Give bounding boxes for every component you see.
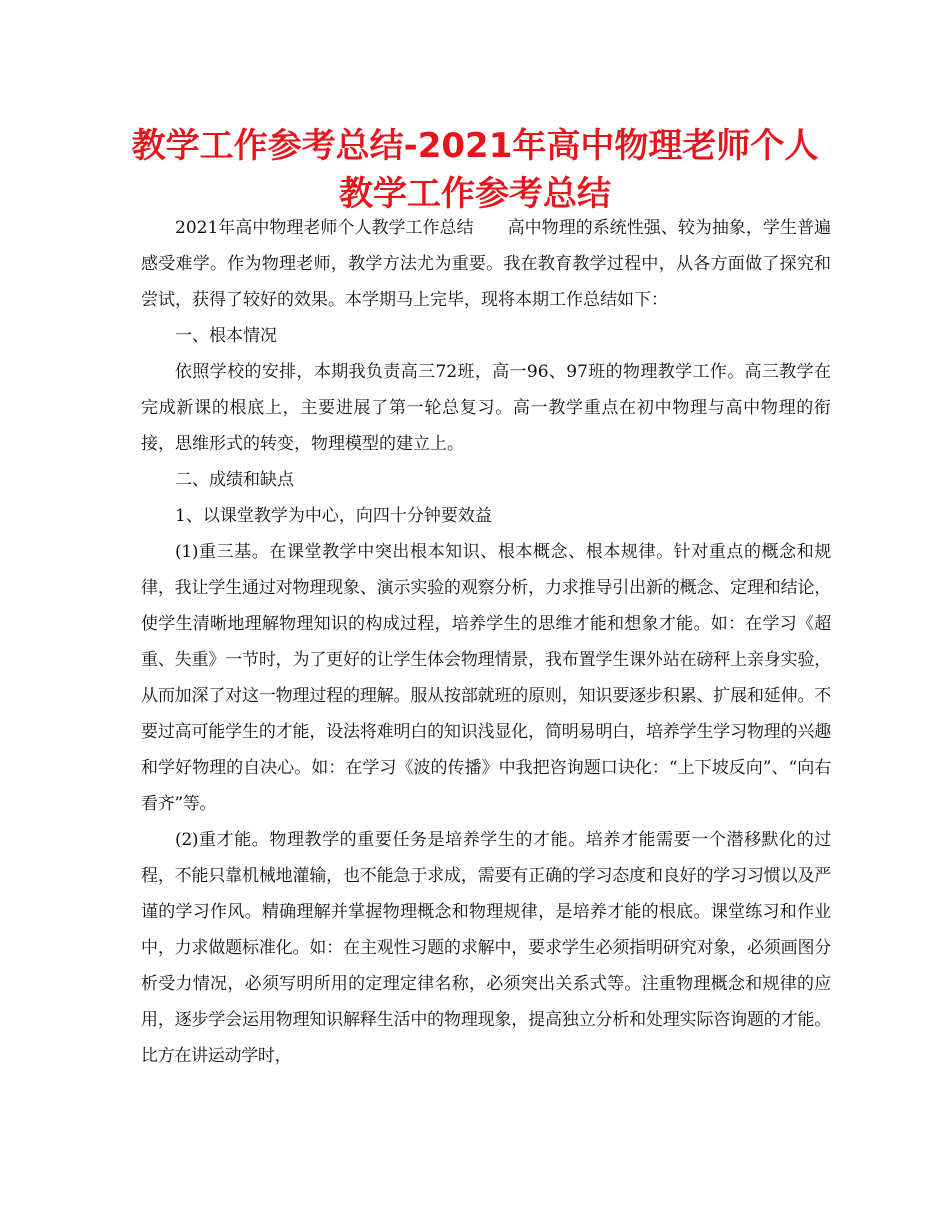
- document-body: [141, 210, 831, 1074]
- section-heading-basic-situation: 一、根本情况: [175, 326, 277, 346]
- paragraph-basic-situation: 依照学校的安排，本期我负责高三72班，高一96、97班的物理教学工作。高三教学在完成新课的根底上，主要进展了第一轮总复习。高一教学重点在初中物理与高中物理的衔接，思维形式的转变，物理模型的建立上。: [141, 362, 831, 454]
- section-heading-achievements: 二、成绩和缺点: [175, 470, 294, 490]
- paragraph-three-basics: (1)重三基。在课堂教学中突出根本知识、根本概念、根本规律。针对重点的概念和规律，我让学生通过对物理现象、演示实验的观察分析，力求推导引出新的概念、定理和结论，使学生清晰地理解物理知识的构成过程，培养学生的思维才能和想象才能。如：在学习《超重、失重》一节时，为了更好的让学生体会物理情景，我布置学生课外站在磅秤上亲身实验，从而加深了对这一物理过程的理解。服从按部就班的原则，知识要逐步积累、扩展和延伸。不要过高可能学生的才能，设法将难明白的知识浅显化，简明易明白，培养学生学习物理的兴趣和学好物理的自决心。如：在学习《波的传播》中我把咨询题口诀化：“上下坡反向”、“向右看齐”等。: [141, 542, 831, 814]
- document-title: 教学工作参考总结-2021年高中物理老师个人教学工作参考总结: [131, 126, 819, 214]
- subsection-heading-classroom: 1、以课堂教学为中心，向四十分钟要效益: [175, 506, 492, 526]
- paragraph-ability: (2)重才能。物理教学的重要任务是培养学生的才能。培养才能需要一个潜移默化的过程，不能只靠机械地灌输，也不能急于求成，需要有正确的学习态度和良好的学习习惯以及严谨的学习作风。精确理解并掌握物理概念和物理规律，是培养才能的根底。课堂练习和作业中，力求做题标准化。如：在主观性习题的求解中，要求学生必须指明研究对象，必须画图分析受力情况，必须写明所用的定理定律名称，必须突出关系式等。注重物理概念和规律的应用，逐步学会运用物理知识解释生活中的物理现象，提高独立分析和处理实际咨询题的才能。比方在讲运动学时，: [141, 830, 831, 1066]
- paragraph-intro: 2021年高中物理老师个人教学工作总结 高中物理的系统性强、较为抽象，学生普遍感受难学。作为物理老师，教学方法尤为重要。我在教育教学过程中，从各方面做了探究和尝试，获得了较好的效果。本学期马上完毕，现将本期工作总结如下：: [141, 218, 831, 310]
